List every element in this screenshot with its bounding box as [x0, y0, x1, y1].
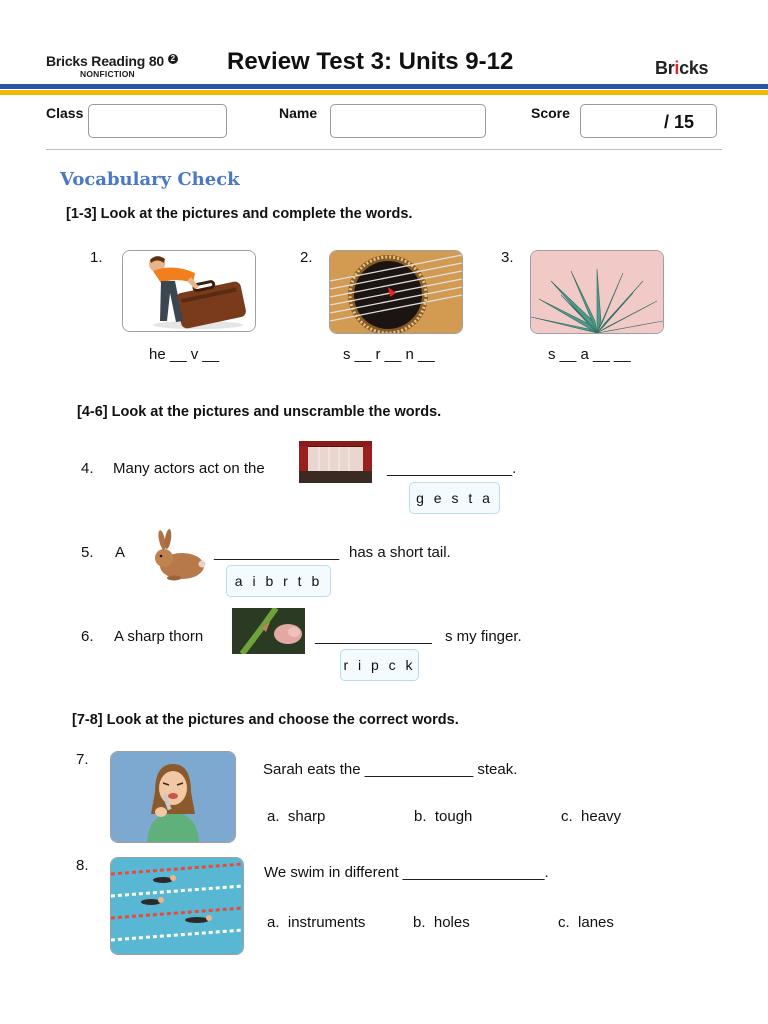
- header-stripe-blue: [0, 84, 768, 89]
- q2-number: 2.: [300, 249, 313, 266]
- part3-instruction: [7-8] Look at the pictures and choose the correct words.: [72, 712, 459, 728]
- q7-option-c[interactable]: c. heavy: [561, 808, 622, 825]
- q1-picture-heavy-suitcase: [122, 250, 256, 332]
- q4-number: 4.: [81, 460, 94, 477]
- q6-sentence-end: s my finger.: [445, 628, 522, 645]
- q8-option-a[interactable]: a. instruments: [267, 914, 366, 931]
- q4-blank: _______________.: [387, 460, 517, 477]
- brand-badge: 2: [168, 54, 178, 64]
- q8-number: 8.: [76, 857, 89, 874]
- q1-number: 1.: [90, 249, 103, 266]
- q5-number: 5.: [81, 544, 94, 561]
- section-title: Vocabulary Check: [60, 169, 240, 190]
- q4-scramble-hint: g e s t a: [409, 482, 500, 514]
- q2-picture-guitar-strings: [329, 250, 463, 334]
- q7-picture-girl-chewing: [110, 751, 236, 843]
- divider: [46, 149, 722, 150]
- class-label: Class: [46, 105, 84, 121]
- name-label: Name: [279, 105, 318, 121]
- q4-picture-stage: [299, 441, 372, 483]
- q8-option-b[interactable]: b. holes: [413, 914, 470, 931]
- part1-instruction: [1-3] Look at the pictures and complete the words.: [66, 206, 413, 222]
- part2-instruction: [4-6] Look at the pictures and unscramble the words.: [77, 404, 442, 420]
- q5-sentence: A: [115, 544, 126, 561]
- q7-sentence: Sarah eats the _____________ steak.: [263, 761, 518, 778]
- q7-option-a[interactable]: a. sharp: [267, 808, 326, 825]
- q6-blank: ______________: [315, 628, 432, 645]
- q3-blank: s __ a __ __: [548, 346, 631, 363]
- q8-sentence: We swim in different _________________.: [264, 864, 549, 881]
- q6-sentence: A sharp thorn: [114, 628, 204, 645]
- q6-picture-thorn: [232, 608, 305, 654]
- header-stripe-yellow: [0, 90, 768, 95]
- q6-scramble-hint: r i p c k: [340, 649, 419, 681]
- q7-number: 7.: [76, 751, 89, 768]
- q2-blank: s __ r __ n __: [343, 346, 435, 363]
- class-input[interactable]: [88, 104, 227, 138]
- page-title: Review Test 3: Units 9-12: [227, 48, 514, 75]
- q5-sentence-end: has a short tail.: [349, 544, 451, 561]
- q4-sentence: Many actors act on the: [113, 460, 265, 477]
- q3-picture-spiky-plant: [530, 250, 664, 334]
- q8-option-c[interactable]: c. lanes: [558, 914, 614, 931]
- score-total: / 15: [664, 112, 695, 132]
- q3-number: 3.: [501, 249, 514, 266]
- q5-blank: _______________: [214, 544, 340, 561]
- q5-scramble-hint: a i b r t b: [226, 565, 331, 597]
- bricks-logo: Bricks: [655, 58, 709, 78]
- q5-picture-rabbit: [148, 528, 208, 583]
- brand-subtitle: NONFICTION: [80, 69, 135, 79]
- q1-blank: he __ v __: [149, 346, 220, 363]
- name-input[interactable]: [330, 104, 486, 138]
- score-input[interactable]: [580, 104, 717, 138]
- score-label: Score: [531, 105, 570, 121]
- q8-picture-swimming-lanes: [110, 857, 244, 955]
- q6-number: 6.: [81, 628, 94, 645]
- q7-option-b[interactable]: b. tough: [414, 808, 473, 825]
- brand-title: Bricks Reading 80 2: [46, 53, 178, 69]
